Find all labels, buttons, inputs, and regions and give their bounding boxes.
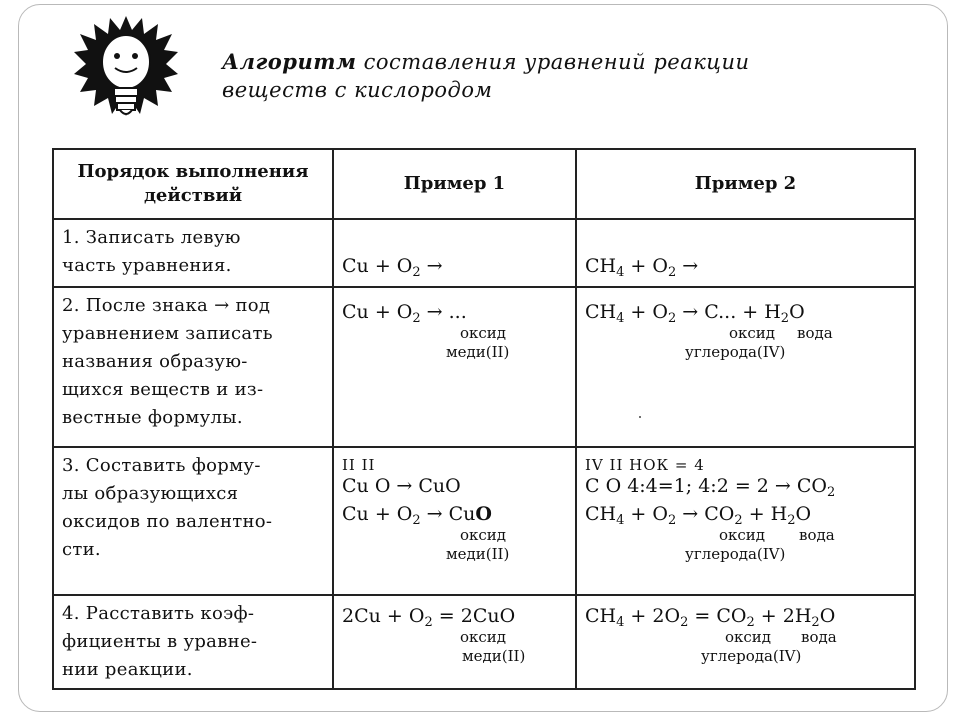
- step-text: 2. После знака → под уравнением записать названия образую- щихся веществ и из- вестные формулы.: [62, 295, 273, 428]
- table-row: [53, 595, 915, 689]
- label-water: вода: [799, 526, 835, 544]
- equation: $CH_4 + 2O_2 = CO_2 + 2H_2O$: [585, 605, 836, 630]
- labels-line: [585, 324, 906, 343]
- label-oxide: оксид: [728, 324, 775, 342]
- step-text: 3. Составить форму- лы образующихся оксидов по валентно- сти.: [62, 455, 273, 560]
- title-keyword: Алгоритм: [222, 49, 357, 74]
- label-oxide: оксид: [460, 526, 507, 544]
- table-row: [53, 287, 915, 447]
- formula-line: Cu O → CuO: [342, 475, 461, 497]
- label-carbon: углерода(IV): [701, 647, 802, 665]
- header-example-1: Пример 1: [333, 149, 576, 219]
- label-copper: меди(II): [446, 343, 510, 361]
- lightbulb-icon: [70, 12, 182, 132]
- table-row: [53, 219, 915, 287]
- valence-marks: II II: [342, 456, 376, 474]
- step-text: 4. Расставить коэф- фициенты в уравне- нии реакции.: [62, 603, 258, 680]
- equation: $CH_4 + O_2 \to CO_2 + H_2O$: [585, 503, 812, 528]
- equation: $CH_4 + O_2$ →: [585, 255, 699, 280]
- table-row: [53, 447, 915, 595]
- step-text: 1. Записать левую часть уравнения.: [62, 227, 241, 276]
- label-copper: меди(II): [462, 647, 526, 665]
- title-line2: веществ с кислородом: [222, 78, 493, 102]
- labels-line: [585, 628, 906, 647]
- stray-dot: [639, 416, 641, 418]
- header-steps: Порядок выполнения действий: [53, 149, 333, 219]
- labels-line: [585, 526, 906, 545]
- label-carbon: углерода(IV): [685, 545, 786, 563]
- equation: $Cu + O_2$ → CuO: [342, 503, 492, 528]
- label-oxide: оксид: [460, 324, 507, 342]
- equation: $Cu + O_2$ →: [342, 255, 443, 280]
- table-header-row: [53, 149, 915, 219]
- equation: $Cu + O_2$ → ...: [342, 301, 467, 326]
- label-oxide: оксид: [718, 526, 765, 544]
- formula-line: C O 4:4=1; 4:2 = $2 \to CO_2$: [585, 475, 836, 500]
- equation: $CH_4 + O_2 \to C$... + $H_2O$: [585, 301, 805, 326]
- equation: $2Cu + O_2 = 2CuO$: [342, 605, 516, 630]
- header-example-2: Пример 2: [576, 149, 915, 219]
- label-oxide: оксид: [460, 628, 507, 646]
- label-copper: меди(II): [446, 545, 510, 563]
- title-line1: составления уравнений реакции: [363, 50, 750, 74]
- label-oxide: оксид: [724, 628, 771, 646]
- label-carbon: углерода(IV): [685, 343, 786, 361]
- valence-marks: IV II НОК = 4: [585, 456, 705, 474]
- page-title: [222, 48, 922, 104]
- algorithm-table: [52, 148, 916, 690]
- label-water: вода: [801, 628, 837, 646]
- label-water: вода: [797, 324, 833, 342]
